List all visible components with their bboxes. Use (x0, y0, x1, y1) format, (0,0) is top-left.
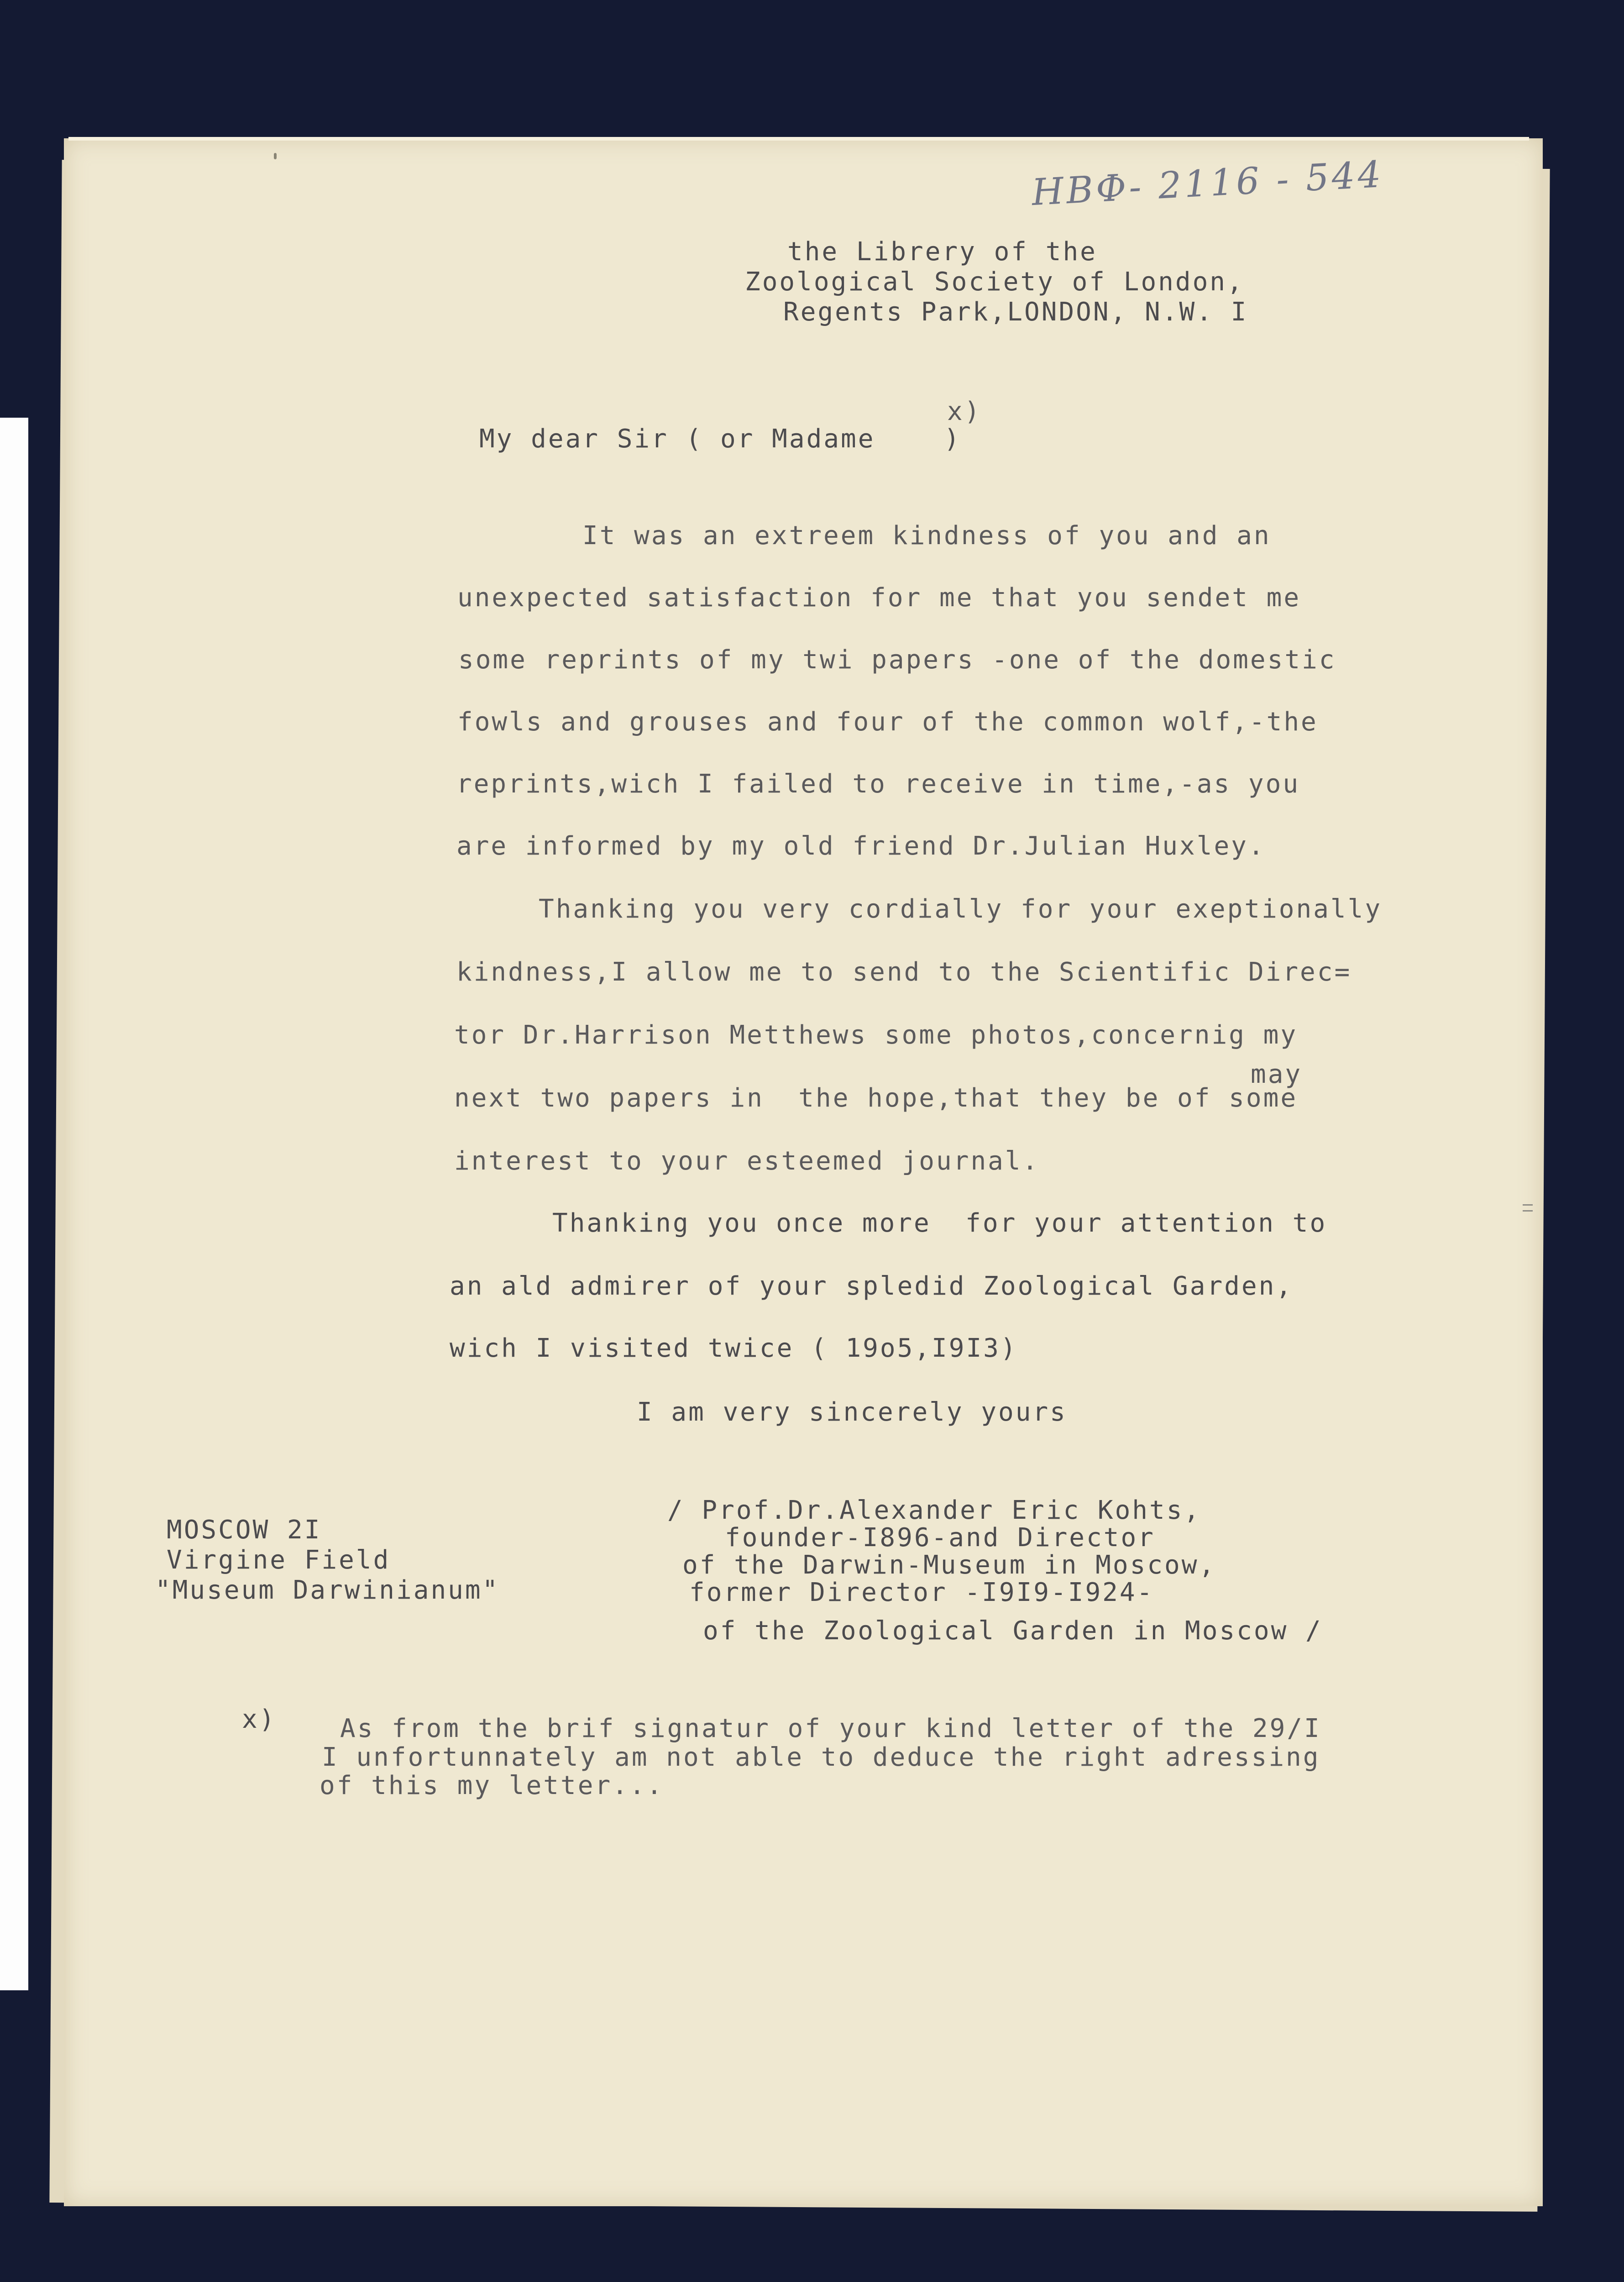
body-line: reprints,wich I failed to receive in time,-as you (456, 769, 1300, 799)
body-line: interest to your esteemed journal. (454, 1146, 1040, 1176)
body-line: unexpected satisfaction for me that you sendet me (457, 583, 1301, 613)
body-line: Thanking you very cordially for your exeptionally (539, 894, 1383, 924)
body-line: Thanking you once more for your attention to (552, 1208, 1327, 1238)
address-line: Virgine Field (167, 1545, 391, 1575)
address-line: MOSCOW 2I (167, 1515, 322, 1545)
body-line: fowls and grouses and four of the common wolf,-the (457, 707, 1318, 737)
signature-line: founder-I896-and Director (725, 1523, 1155, 1553)
closing-line: I am very sincerely yours (637, 1397, 1067, 1427)
recipient-line-3: Regents Park,LONDON, N.W. I (783, 297, 1248, 327)
page-top-edge (68, 137, 1529, 141)
insertion-may: may (1251, 1060, 1303, 1089)
body-line: It was an extreem kindness of you and an (582, 521, 1271, 551)
body-line: tor Dr.Harrison Metthews some photos,concernig my (454, 1020, 1298, 1050)
body-line: are informed by my old friend Dr.Julian Huxley. (456, 831, 1266, 861)
recipient-line-2: Zoological Society of London, (745, 267, 1244, 297)
salutation: My dear Sir ( or Madame ) (479, 424, 962, 454)
signature-line: former Director -I9I9-I924- (689, 1578, 1154, 1607)
address-line: "Museum Darwinianum" (155, 1575, 500, 1605)
body-line: wich I visited twice ( 19o5,I9I3) (450, 1333, 1018, 1363)
body-line: an ald admirer of your spledid Zoological Garden, (450, 1271, 1294, 1301)
signature-line: of the Darwin-Museum in Moscow, (682, 1550, 1216, 1580)
signature-line: / Prof.Dr.Alexander Eric Kohts, (667, 1495, 1201, 1525)
footnote-line: As from the brif signatur of your kind letter of the 29/I (340, 1714, 1321, 1743)
recipient-line-1: the Librery of the (787, 237, 1097, 267)
footnote-marker: x) (242, 1705, 277, 1734)
body-line: kindness,I allow me to send to the Scientific Direc= (456, 957, 1352, 987)
body-line: some reprints of my twi papers -one of the domestic (458, 645, 1336, 675)
footnote-line: of this my letter... (320, 1771, 664, 1800)
margin-mark (1523, 1204, 1533, 1212)
ink-speck (274, 153, 277, 159)
body-line: next two papers in the hope,that they be of some (454, 1083, 1298, 1113)
footnote-line: I unfortunnately am not able to deduce the right adressing (322, 1742, 1320, 1772)
scanner-edge-strip (0, 418, 28, 1990)
signature-line: of the Zoological Garden in Moscow / (703, 1616, 1323, 1646)
footnote-marker-top: x) (947, 397, 982, 426)
archive-mark: НВФ- 2116 - 544 (1031, 152, 1385, 214)
